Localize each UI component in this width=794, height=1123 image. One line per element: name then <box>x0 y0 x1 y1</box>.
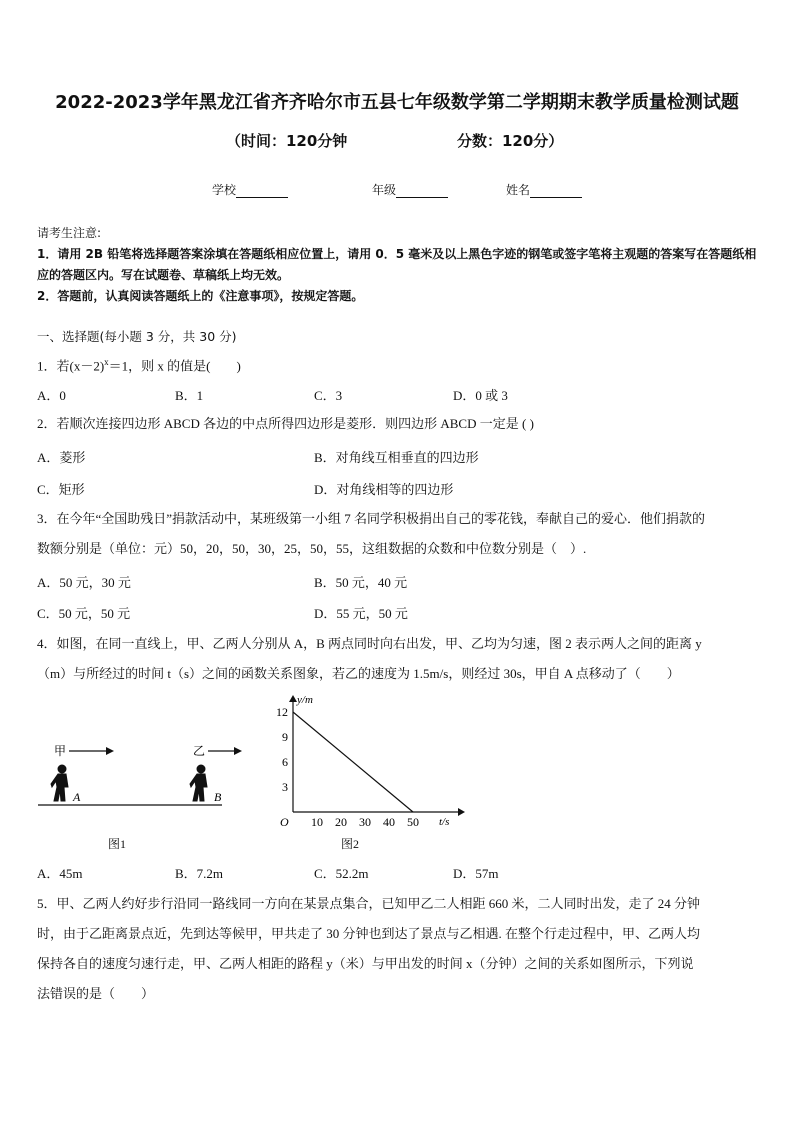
q1-exponent: x <box>104 357 109 367</box>
fig1-arrow-yi <box>208 747 242 755</box>
q4-option-a: A．45m <box>37 866 83 881</box>
q5-line-3: 保持各自的速度匀速行走，甲、乙两人相距的路程 y（米）与甲出发的时间 x（分钟）之间的关系如图所示，下列说 <box>37 956 694 971</box>
q2-option-d: D．对角线相等的四边形 <box>314 482 454 497</box>
section-heading: 一、选择题(每小题 3 分，共 30 分) <box>37 329 237 344</box>
q4-line-2: （m）与所经过的时间 t（s）之间的函数关系图象，若乙的速度为 1.5m/s，则经过 30s，甲自 A 点移动了（ ） <box>37 666 680 681</box>
notes-item-2: 2．答题前，认真阅读答题纸上的《注意事项》，按规定答题。 <box>37 289 364 303</box>
q5-line-2: 时，由于乙距离景点近，先到达等候甲，甲共走了 30 分钟也到达了景点与乙相遇. 在整个行走过程中，甲、乙两人均 <box>37 926 701 941</box>
question-1 <box>37 347 759 381</box>
fig1-arrow-jia <box>69 747 114 755</box>
q5-line-4: 法错误的是（ ） <box>37 986 155 1001</box>
fig1-point-a: A <box>73 790 81 804</box>
question-2: 2．若顺次连接四边形 ABCD 各边的中点所得四边形是菱形．则四边形 ABCD 一定是 ( ) <box>37 416 534 431</box>
q1-option-b: B．1 <box>175 388 204 403</box>
grade-field <box>372 181 448 198</box>
notes-heading: 请考生注意: <box>37 226 102 240</box>
origin-label: O <box>280 815 289 829</box>
q1-option-a: A．0 <box>37 388 66 403</box>
q4-line-1: 4．如图，在同一直线上，甲、乙两人分别从 A，B 两点同时向右出发，甲、乙均为匀速，图 2 表示两人之间的距离 y <box>37 636 702 651</box>
x-axis-arrow <box>458 808 465 816</box>
figure-1-caption: 图1 <box>108 837 127 851</box>
y-axis-label: y/m <box>297 694 313 706</box>
y-axis-arrow <box>289 695 297 702</box>
x-tick-label: 10 <box>311 815 323 829</box>
y-tick-label: 12 <box>276 705 288 719</box>
q3-line-1: 3．在今年“全国助残日”捐款活动中，某班级第一小组 7 名同学积极捐出自己的零花钱，奉献自己的爱心．他们捐款的 <box>37 511 706 526</box>
question-5 <box>37 889 759 1009</box>
fig1-yi-label: 乙 <box>193 744 206 758</box>
name-blank <box>530 186 582 198</box>
q3-option-a: A．50 元，30 元 <box>37 575 131 590</box>
q1-stem-a: 1．若(x－2) <box>37 358 105 374</box>
figure-2-chart <box>270 695 460 835</box>
q4-option-b: B．7.2m <box>175 866 224 881</box>
q1-option-c: C．3 <box>314 388 343 403</box>
q2-option-c: C．矩形 <box>37 482 85 497</box>
figure-2-caption: 图2 <box>341 837 360 851</box>
fig1-point-b: B <box>214 790 222 804</box>
y-tick-label: 3 <box>282 780 288 794</box>
y-tick-label: 9 <box>282 730 288 744</box>
walker-yi-icon <box>190 765 207 801</box>
q1-option-d: D．0 或 3 <box>453 388 508 403</box>
school-label: 学校 <box>212 183 237 197</box>
school-blank <box>236 186 288 198</box>
name-field <box>506 181 582 198</box>
q3-option-c: C．50 元，50 元 <box>37 606 131 621</box>
name-label: 姓名 <box>506 183 531 197</box>
grade-label: 年级 <box>372 183 397 197</box>
q3-option-b: B．50 元，40 元 <box>314 575 408 590</box>
exam-time: （时间：120分钟 <box>226 132 348 150</box>
notes-item-1: 1．请用 2B 铅笔将选择题答案涂填在答题纸相应位置上，请用 0．5 毫米及以上黑色字迹的钢笔或签字笔将主观题的答案写在答题纸相应的答题区内。写在试题卷、草稿纸上均无效。 <box>37 247 757 282</box>
q3-line-2: 数额分别是（单位：元）50，20，50，30，25，50，55，这组数据的众数和中位数分别是（ ）. <box>37 541 587 556</box>
x-tick-label: 40 <box>383 815 395 829</box>
q2-option-a: A．菱形 <box>37 450 86 465</box>
q4-option-d: D．57m <box>453 866 499 881</box>
grade-blank <box>396 186 448 198</box>
exam-notes <box>37 223 759 307</box>
x-tick-label: 50 <box>407 815 419 829</box>
q5-line-1: 5．甲、乙两人约好步行沿同一路线同一方向在某景点集合，已知甲乙二人相距 660 米，二人同时出发，走了 24 分钟 <box>37 896 701 911</box>
figure-1 <box>30 735 235 815</box>
walker-jia-icon <box>51 765 68 801</box>
q1-stem-b: ＝1，则 x 的值是( ) <box>108 358 241 374</box>
q2-option-b: B．对角线互相垂直的四边形 <box>314 450 479 465</box>
fig1-jia-label: 甲 <box>54 744 67 758</box>
x-tick-label: 20 <box>335 815 347 829</box>
y-tick-label: 6 <box>282 755 288 769</box>
x-axis-label: t/s <box>439 816 450 828</box>
exam-title: 2022-2023学年黑龙江省齐齐哈尔市五县七年级数学第二学期期末教学质量检测试题 <box>55 92 739 113</box>
x-tick-label: 30 <box>359 815 371 829</box>
q3-option-d: D．55 元，50 元 <box>314 606 408 621</box>
exam-score: 分数：120分） <box>457 132 564 150</box>
question-4 <box>37 629 759 689</box>
distance-line <box>293 712 413 812</box>
school-field <box>212 181 288 198</box>
question-3 <box>37 504 759 564</box>
q4-option-c: C．52.2m <box>314 866 369 881</box>
